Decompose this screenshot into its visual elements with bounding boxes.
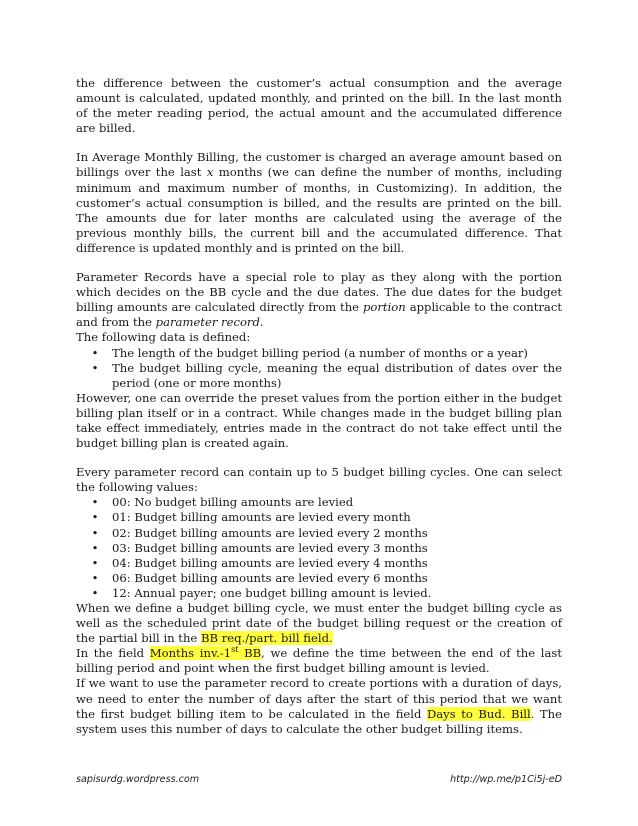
text: applicable to the contract and from the — [76, 300, 562, 330]
list-item — [76, 510, 562, 525]
list-item — [76, 361, 562, 391]
bullet-icon: • — [91, 510, 99, 525]
text: months (we can define the number of months, including minimum and maximum number of months, in Customizing). In addition, the customer’s actual consumption is billed, and the results are printed on the bill. The amounts due for later months are calculated using the average of the previous monthly bills, the current bill and the accumulated difference. That difference is updated monthly and is printed on the bill. — [76, 165, 563, 255]
list-item — [76, 346, 562, 361]
paragraph-cycles-intro: Every parameter record can contain up to 5 budget billing cycles. One can select the following values: — [76, 465, 562, 495]
list-item-text: 00: No budget billing amounts are levied — [112, 495, 354, 510]
variable-x: x — [206, 165, 214, 180]
list-item — [76, 571, 562, 586]
bullet-icon: • — [91, 345, 99, 360]
text: . The system uses this number of days to calculate the other budget billing items. — [76, 706, 562, 736]
paragraph-months-inv — [76, 646, 562, 676]
superscript-st: st — [231, 645, 239, 655]
text: In the field — [76, 646, 150, 661]
defined-data-list — [76, 346, 562, 391]
list-item-text: The length of the budget billing period (a number of months or a year) — [112, 345, 528, 360]
defined-intro: The following data is defined: — [76, 330, 251, 345]
list-item — [76, 495, 562, 510]
paragraph-parameter-records — [76, 270, 562, 330]
text: If we want to use the parameter record to create portions with a duration of days, we need to enter the number of days after the start of this period that we want the first budget billing item to be calculated in the field — [76, 676, 562, 721]
bullet-icon: • — [91, 540, 99, 555]
list-item — [76, 541, 562, 556]
bullet-icon: • — [91, 495, 99, 510]
highlight-text: Months inv.-1 — [149, 646, 232, 661]
footer-site: sapisurdg.wordpress.com — [76, 774, 200, 785]
list-item-text: 01: Budget billing amounts are levied every month — [112, 510, 411, 525]
bullet-icon: • — [91, 525, 99, 540]
bullet-icon: • — [91, 570, 99, 585]
highlight-months-inv-field — [150, 646, 261, 660]
list-item-text: The budget billing cycle, meaning the equal distribution of dates over the period (one or more months) — [112, 360, 562, 390]
text: . — [259, 315, 264, 330]
emphasis-parameter-record: parameter record — [155, 315, 260, 330]
list-item — [76, 556, 562, 571]
document-body — [76, 76, 562, 737]
list-item-text: 04: Budget billing amounts are levied every 4 months — [112, 555, 428, 570]
paragraph-average-amount: the difference between the customer’s actual consumption and the average amount is calculated, updated monthly, and printed on the bill. In the last month of the meter reading period, the actual amount and the accumulated difference are billed. — [76, 76, 562, 136]
paragraph-define-cycle — [76, 601, 562, 646]
highlight-days-to-bud-bill-field: Days to Bud. Bill — [426, 706, 531, 721]
emphasis-portion: portion — [362, 300, 406, 315]
paragraph-days-to-bud-bill — [76, 676, 562, 736]
list-item-text: 12: Annual payer; one budget billing amount is levied. — [112, 585, 432, 600]
bullet-icon: • — [91, 585, 99, 600]
text: When we define a budget billing cycle, we must enter the budget billing cycle as well as the scheduled print date of the budget billing request or the creation of the partial bill in the — [76, 601, 562, 646]
paragraph-override: However, one can override the preset values from the portion either in the budget billing plan itself or in a contract. While changes made in the budget billing plan take effect immediately, entries made in the contract do not take effect until the budget billing plan is created again. — [76, 390, 562, 451]
bullet-icon: • — [91, 360, 99, 375]
highlight-bb-req-field: BB req./part. bill field. — [200, 631, 333, 646]
cycle-values-list — [76, 495, 562, 601]
paragraph-average-monthly-billing — [76, 150, 562, 256]
list-item-text: 03: Budget billing amounts are levied every 3 months — [112, 540, 428, 555]
highlight-text: BB — [238, 646, 262, 661]
list-item — [76, 526, 562, 541]
bullet-icon: • — [91, 555, 99, 570]
list-item — [76, 586, 562, 601]
text: Parameter Records have a special role to play as they along with the portion which decides on the BB cycle and the due dates. The due dates for the budget billing amounts are calculated directly from the — [76, 270, 562, 315]
text: , we define the time between the end of the last billing period and point when the first budget billing amount is levied. — [76, 646, 563, 676]
text: In Average Monthly Billing, the customer is charged an average amount based on billings over the last — [76, 150, 562, 180]
list-item-text: 06: Budget billing amounts are levied every 6 months — [112, 570, 428, 585]
list-item-text: 02: Budget billing amounts are levied every 2 months — [112, 525, 428, 540]
footer-shortlink: http://wp.me/p1Ci5j-eD — [450, 774, 562, 785]
